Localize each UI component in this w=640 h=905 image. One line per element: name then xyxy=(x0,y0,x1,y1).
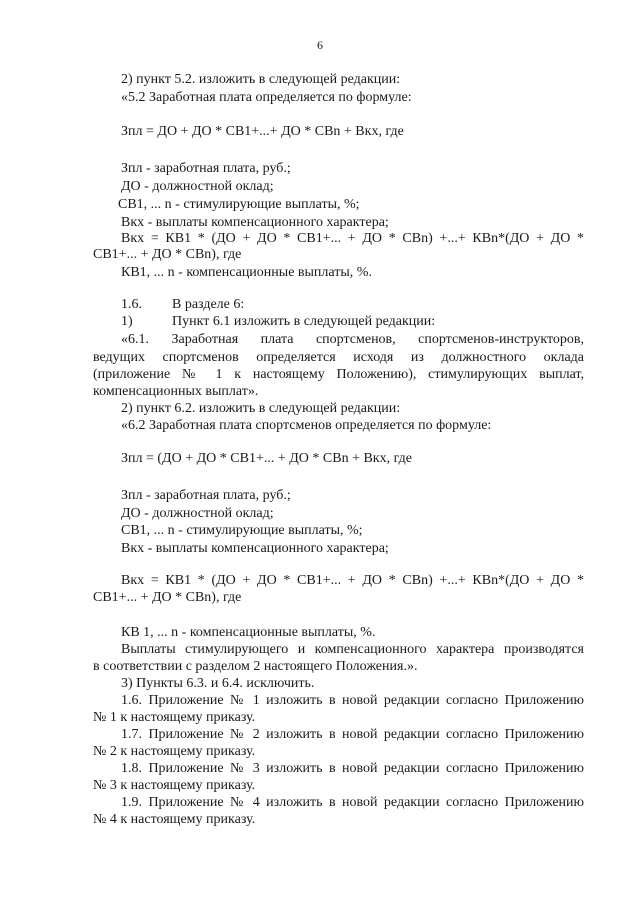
text-line: Вкх - выплаты компенсационного характера; xyxy=(121,541,389,556)
text-line: в соответствии с разделом 2 настоящего Положения.». xyxy=(93,659,418,674)
text-line: «5.2 Заработная плата определяется по формуле: xyxy=(121,90,412,105)
text-line: ДО - должностной оклад; xyxy=(121,179,274,194)
text-line: (приложение № 1 к настоящему Положению), стимулирующих выплат, xyxy=(93,367,584,382)
text-line: 1.9. Приложение № 4 изложить в новой редакции согласно Приложению xyxy=(121,795,584,810)
text-line: «6.1. Заработная плата спортсменов, спортсменов-инструкторов, xyxy=(121,332,584,347)
text-line: № 3 к настоящему приказу. xyxy=(93,778,256,793)
text-line: СВ1, ... n - стимулирующие выплаты, %; xyxy=(121,523,363,538)
text-line: 1.6. Приложение № 1 изложить в новой редакции согласно Приложению xyxy=(121,693,584,708)
formula-line: Вкх = КВ1 * (ДО + ДО * СВ1+... + ДО * СВn) +...+ КВn*(ДО + ДО * xyxy=(121,573,584,588)
text-line: ведущих спортсменов определяется исходя из должностного оклада xyxy=(93,350,584,365)
text-line: Зпл - заработная плата, руб.; xyxy=(121,161,291,176)
text-line: № 4 к настоящему приказу. xyxy=(93,812,256,827)
text-line: «6.2 Заработная плата спортсменов определяется по формуле: xyxy=(121,418,492,433)
text-line: СВ1, ... n - стимулирующие выплаты, %; xyxy=(118,197,360,212)
formula-line: Вкх = КВ1 * (ДО + ДО * СВ1+... + ДО * СВn) +...+ КВn*(ДО + ДО * xyxy=(121,231,584,246)
item-number: 1) xyxy=(121,314,133,329)
text-line: Выплаты стимулирующего и компенсационного характера производятся xyxy=(121,642,584,657)
text-line: Пункт 6.1 изложить в следующей редакции: xyxy=(172,314,436,329)
section-number: 1.6. xyxy=(121,297,142,312)
text-line: 1.8. Приложение № 3 изложить в новой редакции согласно Приложению xyxy=(121,761,584,776)
formula-line: СВ1+... + ДО * СВn), где xyxy=(93,247,242,262)
formula-line: Зпл = (ДО + ДО * СВ1+... + ДО * СВn + Вкх, где xyxy=(121,451,412,466)
page-number: 6 xyxy=(317,38,323,52)
section-heading: В разделе 6: xyxy=(172,297,245,312)
text-line: КВ1, ... n - компенсационные выплаты, %. xyxy=(121,265,372,280)
text-line: компенсационных выплат». xyxy=(93,384,259,399)
text-line: № 2 к настоящему приказу. xyxy=(93,744,256,759)
text-line: 1.7. Приложение № 2 изложить в новой редакции согласно Приложению xyxy=(121,727,584,742)
text-line: Зпл - заработная плата, руб.; xyxy=(121,488,291,503)
text-line: КВ 1, ... n - компенсационные выплаты, %. xyxy=(121,625,376,640)
formula-line: СВ1+... + ДО * СВn), где xyxy=(93,590,242,605)
text-line: 2) пункт 5.2. изложить в следующей редакции: xyxy=(121,72,401,87)
formula-line: Зпл = ДО + ДО * СВ1+...+ ДО * СВn + Вкх, где xyxy=(121,124,404,139)
text-line: № 1 к настоящему приказу. xyxy=(93,710,256,725)
text-line: 3) Пункты 6.3. и 6.4. исключить. xyxy=(121,676,315,691)
text-line: 2) пункт 6.2. изложить в следующей редакции: xyxy=(121,401,401,416)
text-line: ДО - должностной оклад; xyxy=(121,506,274,521)
text-line: Вкх - выплаты компенсационного характера; xyxy=(121,215,389,230)
